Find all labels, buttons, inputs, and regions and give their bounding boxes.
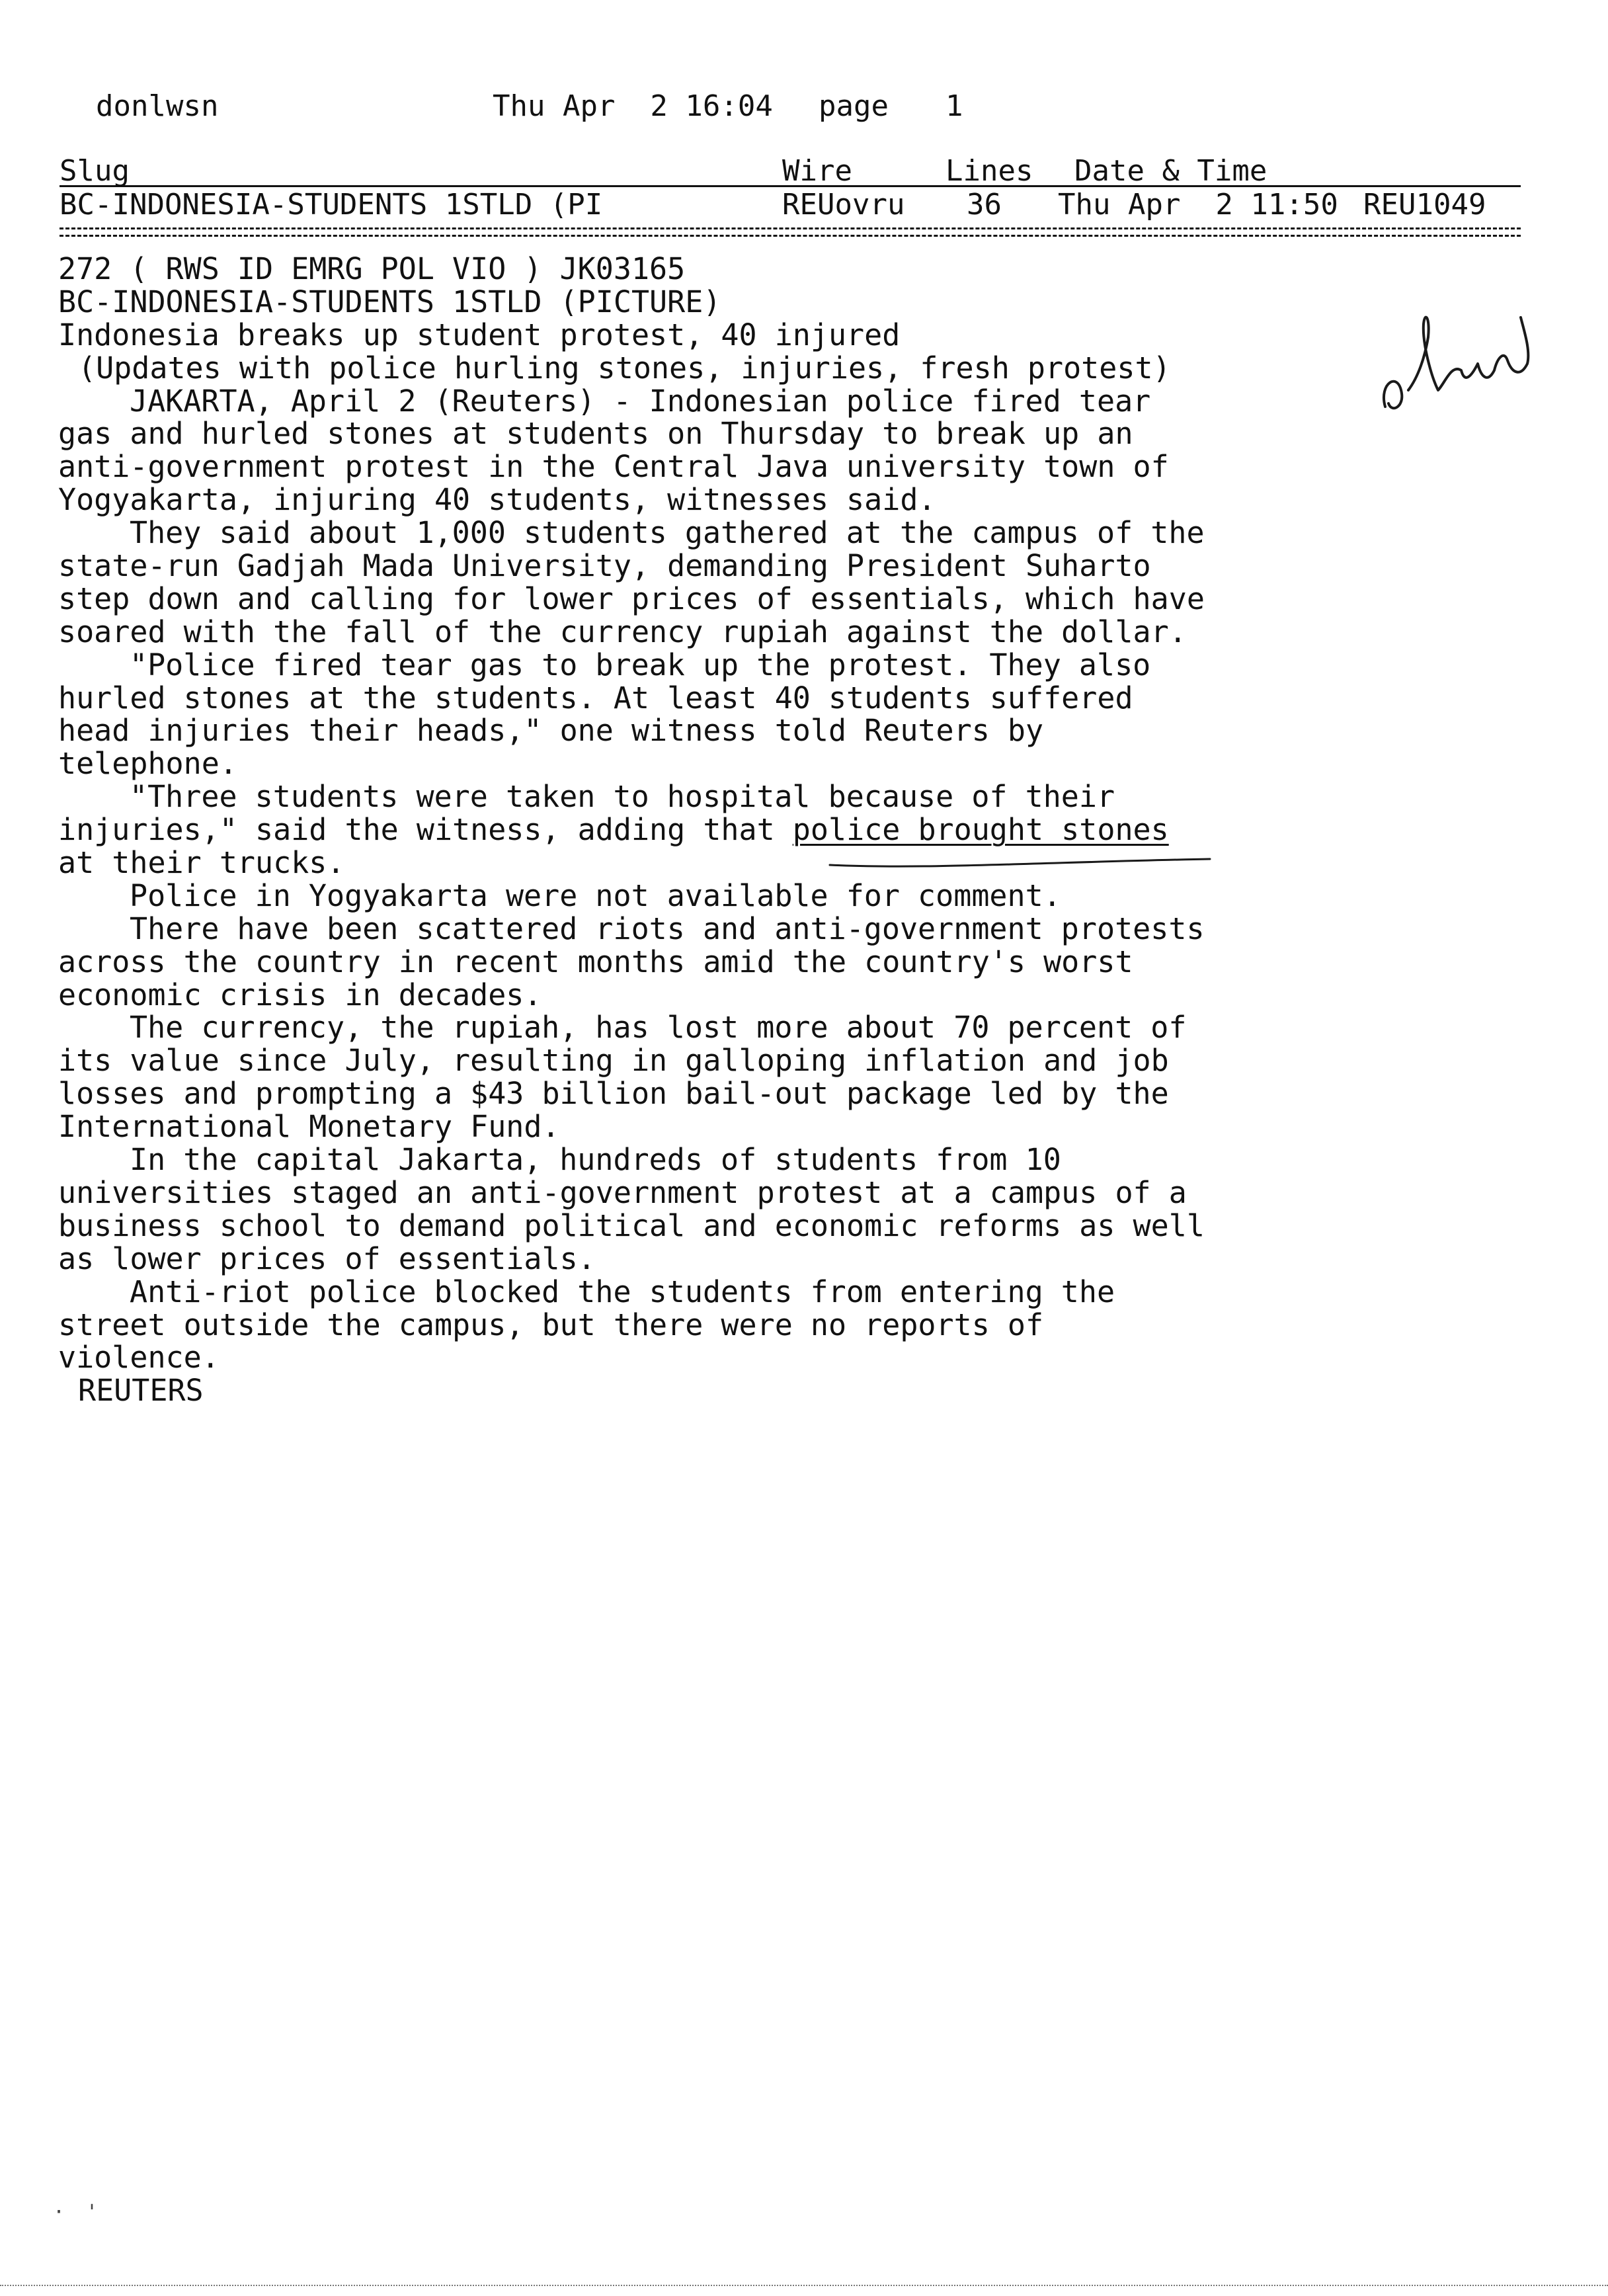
story-line: at their trucks. (58, 845, 345, 881)
story-line: step down and calling for lower prices of essentials, which have (58, 581, 1205, 616)
story-line: The currency, the rupiah, has lost more about 70 percent of (130, 1010, 1187, 1046)
story-subhead: (Updates with police hurling stones, injuries, fresh protest) (78, 350, 1171, 386)
story-slug: BC-INDONESIA-STUDENTS 1STLD (PICTURE) (58, 284, 721, 319)
story-line: state-run Gadjah Mada University, demanding President Suharto (58, 548, 1151, 584)
header-page-number: 1 (945, 89, 963, 123)
story-line: International Monetary Fund. (58, 1109, 560, 1145)
scan-speck: · (53, 2201, 65, 2224)
story-line: losses and prompting a $43 billion bail-out package led by the (58, 1076, 1169, 1112)
story-line: Anti-riot police blocked the students from entering the (130, 1274, 1115, 1309)
story-line: There have been scattered riots and anti-government protests (130, 911, 1205, 946)
handwritten-underline-text: police brought stones (792, 812, 1169, 848)
handwritten-signature-icon (1372, 284, 1544, 417)
story-line: street outside the campus, but there were no reports of (58, 1307, 1044, 1342)
story-line: its value since July, resulting in galloping inflation and job (58, 1043, 1169, 1079)
record-datetime: Thu Apr 2 11:50 (1058, 188, 1338, 222)
story-line: telephone. (58, 746, 237, 782)
header-user: donlwsn (96, 89, 219, 123)
story-line: "Police fired tear gas to break up the protest. They also (130, 647, 1151, 682)
story-signoff: REUTERS (78, 1373, 204, 1409)
story-line: across the country in recent months amid the country's worst (58, 944, 1133, 979)
story-line: business school to demand political and economic reforms as well (58, 1208, 1205, 1243)
scan-speck: ' (86, 2201, 99, 2224)
header-page-label: page (819, 89, 889, 123)
story-line: gas and hurled stones at students on Thursday to break up an (58, 416, 1133, 452)
underlined-line-prefix: injuries," said the witness, adding that (58, 812, 793, 848)
story-underlined-line (58, 813, 1381, 846)
double-separator (60, 227, 1521, 237)
story-body (58, 253, 1381, 1407)
story-line: economic crisis in decades. (58, 977, 542, 1012)
column-slug-label: Slug (60, 154, 130, 188)
column-datetime-label: Date & Time (1074, 154, 1267, 188)
story-line: They said about 1,000 students gathered at the campus of the (130, 515, 1205, 551)
story-line: In the capital Jakarta, hundreds of students from 10 (130, 1142, 1061, 1178)
story-codes: 272 ( RWS ID EMRG POL VIO ) JK03165 (58, 251, 686, 286)
record-id: REU1049 (1363, 188, 1486, 222)
scan-edge-noise (0, 2285, 1608, 2286)
story-line: Police in Yogyakarta were not available for comment. (130, 878, 1061, 913)
story-line: "Three students were taken to hospital because of their (130, 779, 1115, 815)
story-line: universities staged an anti-government protest at a campus of a (58, 1174, 1187, 1210)
story-line: soared with the fall of the currency rupiah against the dollar. (58, 614, 1187, 649)
story-line: as lower prices of essentials. (58, 1241, 596, 1276)
story-line: JAKARTA, April 2 (Reuters) - Indonesian police fired tear (130, 383, 1151, 419)
underline-pen-stroke (826, 855, 1223, 875)
story-line: Yogyakarta, injuring 40 students, witnesses said. (58, 482, 936, 518)
story-line: anti-government protest in the Central Java university town of (58, 449, 1169, 485)
story-paragraphs-a (58, 385, 1381, 814)
story-line: head injuries their heads," one witness told Reuters by (58, 713, 1044, 749)
column-header-rule (60, 185, 1521, 187)
record-lines: 36 (967, 188, 1002, 222)
header-datetime: Thu Apr 2 16:04 (493, 89, 773, 123)
column-lines-label: Lines (945, 154, 1033, 188)
story-paragraphs-b (58, 846, 1381, 1374)
story-line: hurled stones at the students. At least 40 students suffered (58, 680, 1133, 716)
record-slug: BC-INDONESIA-STUDENTS 1STLD (PI (60, 188, 603, 222)
record-wire: REUovru (782, 188, 905, 222)
column-wire-label: Wire (782, 154, 852, 188)
story-line: violence. (58, 1340, 220, 1375)
story-headline: Indonesia breaks up student protest, 40 injured (58, 317, 901, 352)
